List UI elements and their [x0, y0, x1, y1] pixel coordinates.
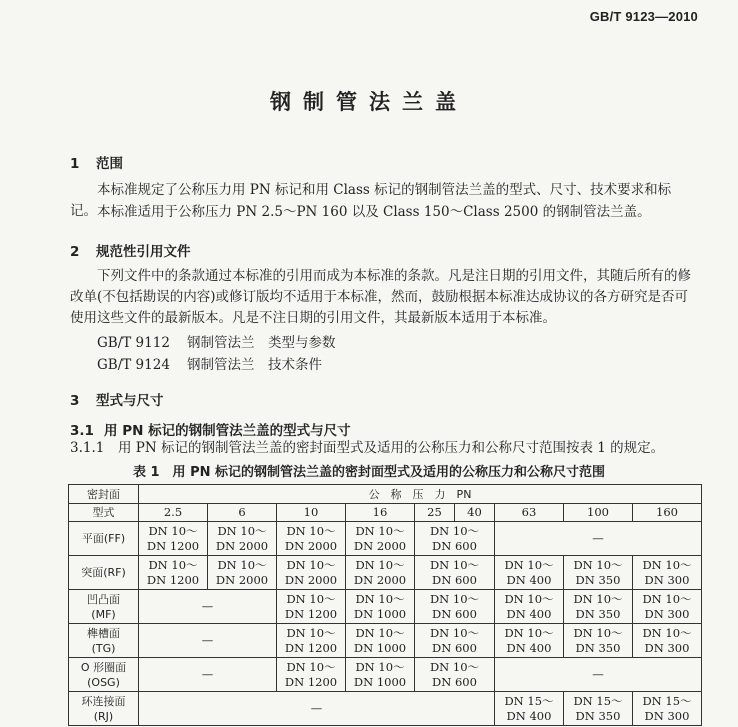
table-cell: DN 10～ DN 400	[495, 624, 564, 658]
table-cell-dash: —	[495, 522, 702, 556]
table-cell: DN 10～ DN 2000	[208, 522, 277, 556]
section-3-1-heading: 3.1 用 PN 标记的钢制管法兰盖的型式与尺寸	[70, 423, 351, 439]
table-cell: DN 10～ DN 2000	[346, 522, 415, 556]
table-cell: DN 10～ DN 1200	[277, 624, 346, 658]
table-cell: DN 10～ DN 300	[633, 556, 702, 590]
table-cell: DN 10～ DN 1200	[277, 658, 346, 692]
table-cell-dash: —	[139, 590, 277, 624]
table-row	[69, 624, 702, 658]
row-label: O 形圈面 (OSG)	[69, 658, 139, 692]
table-cell-dash: —	[495, 658, 702, 692]
standard-code: GB/T 9123—2010	[589, 9, 698, 24]
table-cell: DN 10～ DN 350	[564, 556, 633, 590]
table-cell: DN 10～ DN 400	[495, 556, 564, 590]
table-cell: DN 10～ DN 400	[495, 590, 564, 624]
pn-header: 10	[277, 504, 346, 522]
table-cell: DN 10～ DN 600	[415, 590, 495, 624]
pn-header: 100	[564, 504, 633, 522]
pn-header: 6	[208, 504, 277, 522]
header-seal-type: 密封面	[69, 485, 139, 504]
table-cell: DN 10～ DN 2000	[208, 556, 277, 590]
table-cell: DN 10～ DN 1200	[139, 556, 208, 590]
row-label: 凹凸面 (MF)	[69, 590, 139, 624]
header-pressure: 公 称 压 力 PN	[139, 485, 702, 504]
section-1-heading: 1 范围	[70, 156, 123, 172]
pn-header: 63	[495, 504, 564, 522]
table-cell: DN 10～ DN 300	[633, 624, 702, 658]
table-cell: DN 10～ DN 600	[415, 556, 495, 590]
table-cell: DN 10～ DN 350	[564, 590, 633, 624]
row-label: 环连接面 (RJ)	[69, 692, 139, 726]
table-row	[69, 556, 702, 590]
pn-header: 40	[455, 504, 495, 522]
section-2-para: 下列文件中的条款通过本标准的引用而成为本标准的条款。凡是注日期的引用文件，其随后所有的修改单(不包括勘误的内容)或修订版均不适用于本标准，然而，鼓励根据本标准达成协议的各方研究是否可使用这些文件的最新版本。凡是不注日期的引用文件，其最新版本适用于本标准。	[70, 268, 691, 326]
table-row	[69, 692, 702, 726]
table-cell-dash: —	[139, 658, 277, 692]
section-1-para-2: 本标准适用于公称压力 PN 2.5～PN 160 以及 Class 150～Class 2500 的钢制管法兰盖。	[97, 204, 651, 220]
pn-range-table	[68, 484, 702, 726]
table-cell: DN 10～ DN 1000	[346, 590, 415, 624]
pn-header: 25	[415, 504, 455, 522]
table-cell: DN 10～ DN 600	[415, 624, 495, 658]
table-cell: DN 10～ DN 600	[415, 522, 495, 556]
reference-item: GB/T 9124 钢制管法兰 技术条件	[97, 357, 322, 373]
header-seal-type-2: 型式	[69, 504, 139, 522]
section-1-para-1: 本标准规定了公称压力用 PN 标记和用 Class 标记的钢制管法兰盖的型式、尺寸、技术要求和标记。	[70, 182, 672, 219]
table-cell: DN 10～ DN 300	[633, 590, 702, 624]
pn-header: 2.5	[139, 504, 208, 522]
table-cell: DN 10～ DN 600	[415, 658, 495, 692]
table-cell: DN 10～ DN 2000	[346, 556, 415, 590]
section-3-heading: 3 型式与尺寸	[70, 393, 164, 409]
table-cell: DN 10～ DN 1200	[277, 590, 346, 624]
row-label: 突面(RF)	[69, 556, 139, 590]
pn-header: 160	[633, 504, 702, 522]
pn-header: 16	[346, 504, 415, 522]
table-cell: DN 10～ DN 1000	[346, 658, 415, 692]
table-cell: DN 15～ DN 350	[564, 692, 633, 726]
table-cell: DN 10～ DN 1000	[346, 624, 415, 658]
reference-item: GB/T 9112 钢制管法兰 类型与参数	[97, 335, 336, 351]
section-2-heading: 2 规范性引用文件	[70, 244, 191, 260]
table-caption: 表 1 用 PN 标记的钢制管法兰盖的密封面型式及适用的公称压力和公称尺寸范围	[132, 465, 606, 480]
table-cell-dash: —	[139, 624, 277, 658]
table-row	[69, 590, 702, 624]
table-row	[69, 522, 702, 556]
row-label: 榫槽面 (TG)	[69, 624, 139, 658]
section-3-1-1: 3.1.1 用 PN 标记的钢制管法兰盖的密封面型式及适用的公称压力和公称尺寸范围按表 1 的规定。	[70, 440, 665, 456]
table-row	[69, 658, 702, 692]
table-cell: DN 10～ DN 350	[564, 624, 633, 658]
table-cell: DN 10～ DN 2000	[277, 522, 346, 556]
table-cell: DN 15～ DN 400	[495, 692, 564, 726]
table-cell: DN 10～ DN 2000	[277, 556, 346, 590]
table-cell: DN 15～ DN 300	[633, 692, 702, 726]
document-title: 钢制管法兰盖	[270, 90, 468, 114]
table-cell: DN 10～ DN 1200	[139, 522, 208, 556]
table-cell-dash: —	[139, 692, 495, 726]
row-label: 平面(FF)	[69, 522, 139, 556]
